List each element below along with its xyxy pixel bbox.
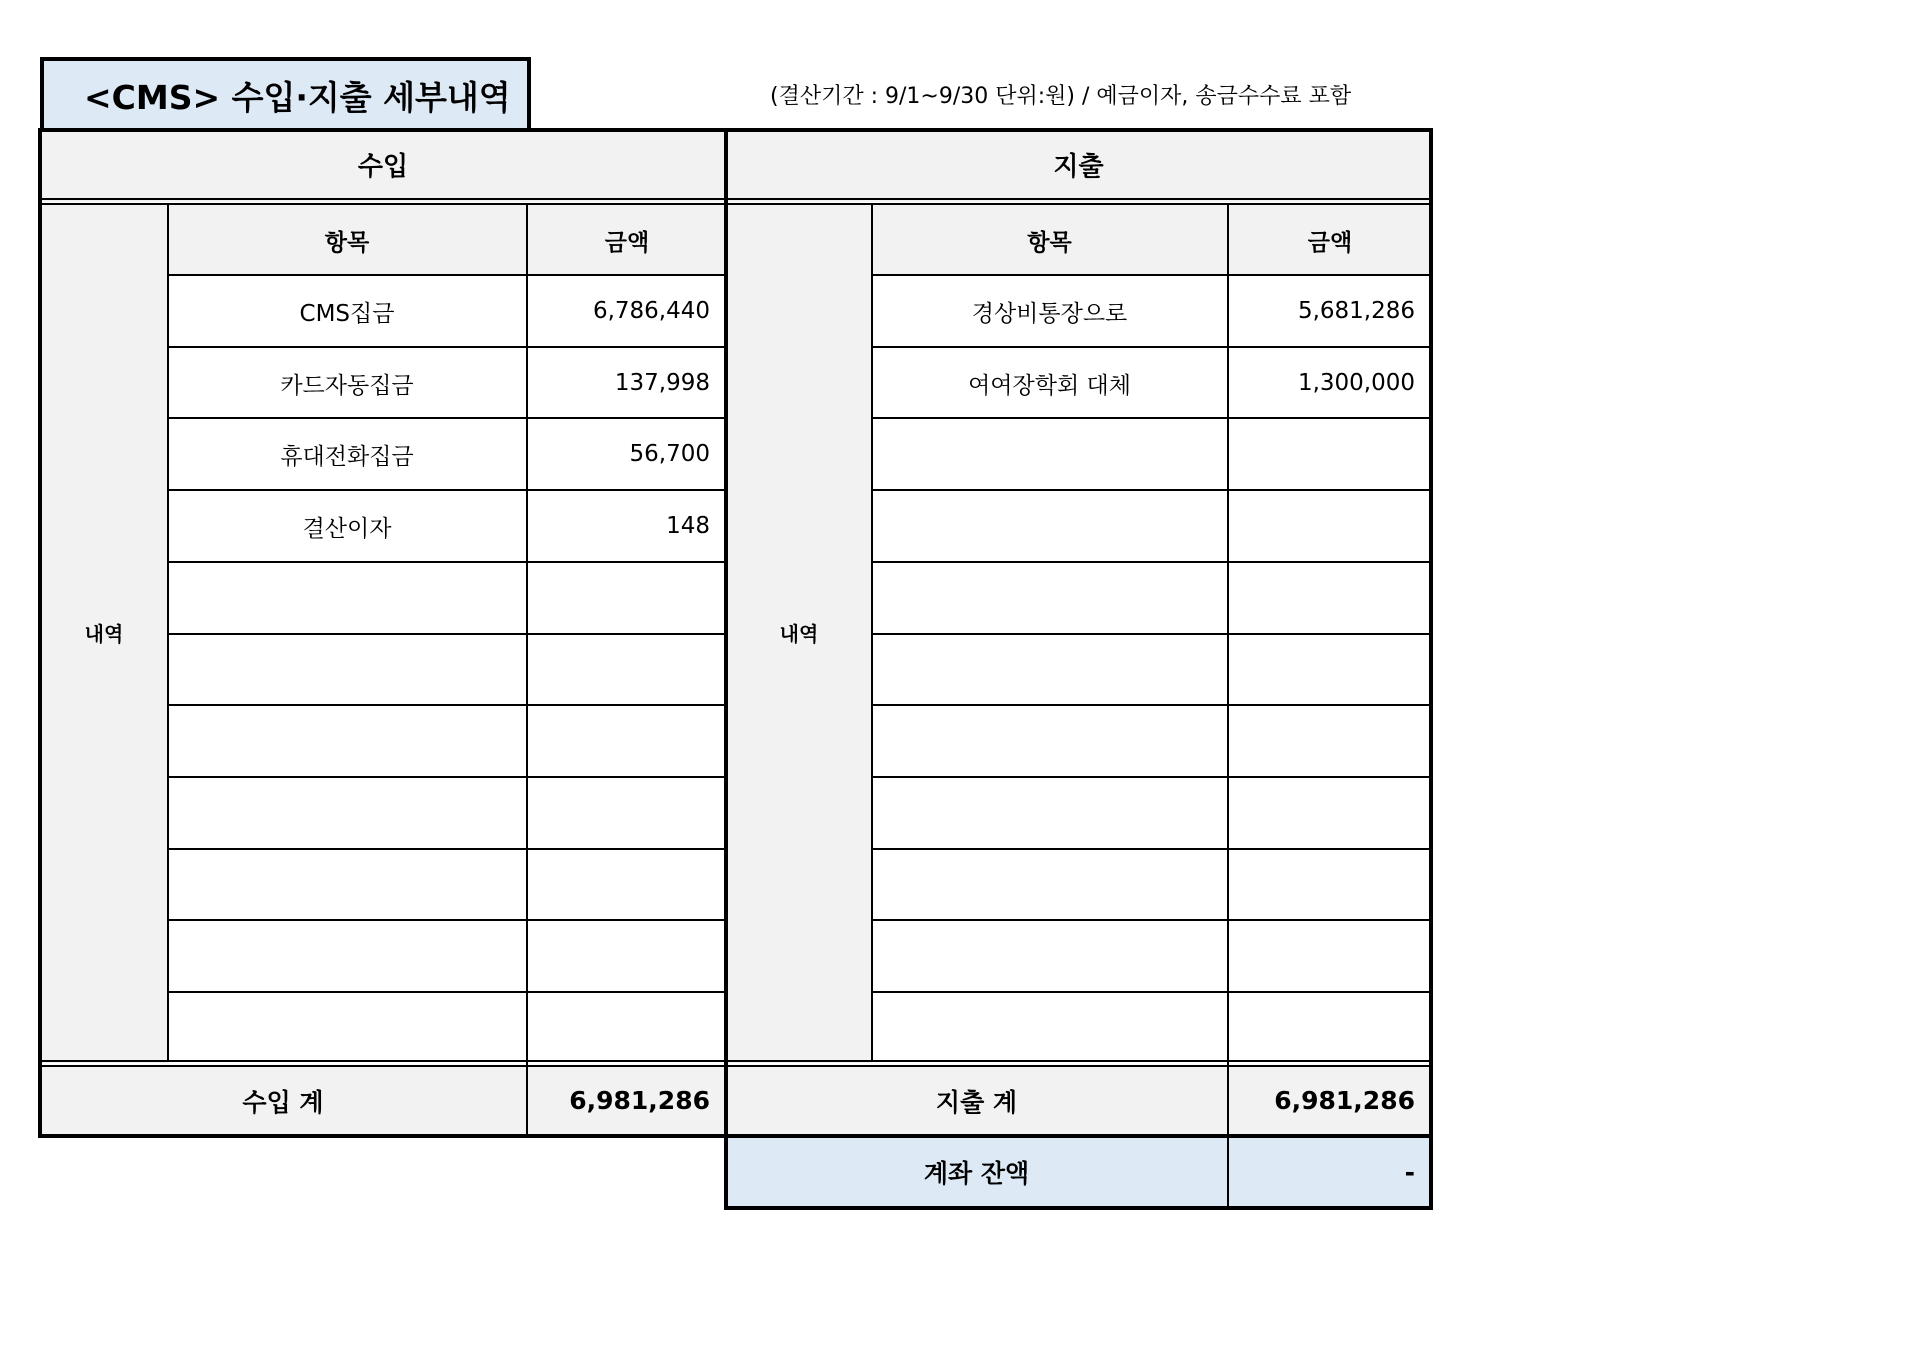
income-row-item	[168, 849, 526, 921]
expense-row-item: 여여장학회 대체	[968, 372, 1131, 399]
income-row-amount	[528, 777, 726, 849]
income-row-amount	[528, 920, 726, 992]
expense-total-label: 지출 계	[935, 1087, 1018, 1117]
expense-row-item	[872, 418, 1227, 490]
expense-row-item	[872, 705, 1227, 777]
income-row-item: 휴대전화집금	[280, 443, 414, 470]
header-double-line-1	[40, 198, 1431, 200]
expense-header: 지출	[1053, 151, 1104, 182]
expense-row-amount	[1229, 490, 1431, 562]
income-row-item	[168, 777, 526, 849]
income-header: 수입	[357, 151, 409, 182]
income-row-item	[168, 920, 526, 992]
income-row-amount	[528, 705, 726, 777]
page-title: <CMS> 수입·지출 세부내역	[84, 78, 511, 117]
expense-row-item	[872, 849, 1227, 921]
expense-row-amount	[1229, 418, 1431, 490]
income-row-amount	[528, 562, 726, 634]
income-row-item	[168, 992, 526, 1064]
income-row-item: 카드자동집금	[280, 372, 414, 399]
expense-row-item	[872, 634, 1227, 706]
expense-row-amount	[1229, 920, 1431, 992]
expense-row-item	[872, 562, 1227, 634]
expense-row-amount	[1229, 705, 1431, 777]
expense-row-item	[872, 992, 1227, 1064]
expense-row-amount	[1229, 634, 1431, 706]
balance-bottom-border	[724, 1206, 1433, 1210]
income-row-amount	[528, 992, 726, 1064]
expense-row-amount	[1229, 992, 1431, 1064]
expense-col-amount: 금액	[1307, 229, 1353, 256]
income-row-item	[168, 562, 526, 634]
expense-row-item	[872, 777, 1227, 849]
title-box	[40, 57, 531, 130]
income-row-item	[168, 705, 526, 777]
expense-total-value: 6,981,286	[1274, 1086, 1415, 1115]
expense-row-amount	[1229, 562, 1431, 634]
expense-row-amount	[1229, 777, 1431, 849]
balance-value: -	[1404, 1157, 1415, 1187]
income-row-item: CMS집금	[299, 300, 395, 327]
expense-row-amount: 1,300,000	[1297, 370, 1415, 396]
income-row-amount: 6,786,440	[592, 298, 710, 324]
expense-col-item: 항목	[1027, 229, 1072, 256]
income-row-amount: 148	[666, 513, 710, 539]
income-col-amount: 금액	[604, 229, 650, 256]
expense-row-item: 경상비통장으로	[971, 300, 1128, 327]
expense-row-item	[872, 920, 1227, 992]
income-total-label: 수입 계	[242, 1087, 324, 1117]
expense-row-amount: 5,681,286	[1297, 298, 1415, 324]
period-note: (결산기간 : 9/1~9/30 단위:원) / 예금이자, 송금수수료 포함	[770, 83, 1352, 109]
income-bottom-border	[38, 1134, 728, 1138]
income-col-item: 항목	[324, 229, 370, 256]
income-row-item	[168, 634, 526, 706]
income-side-label: 내역	[84, 622, 124, 646]
balance-label: 계좌 잔액	[923, 1159, 1030, 1188]
expense-row-amount	[1229, 849, 1431, 921]
income-row-amount	[528, 634, 726, 706]
expense-row-item	[872, 490, 1227, 562]
income-row-amount: 56,700	[629, 441, 710, 467]
income-total-value: 6,981,286	[569, 1086, 710, 1115]
income-row-amount: 137,998	[614, 370, 710, 396]
expense-side-label: 내역	[779, 622, 819, 646]
income-row-item: 결산이자	[302, 515, 392, 542]
income-row-amount	[528, 849, 726, 921]
